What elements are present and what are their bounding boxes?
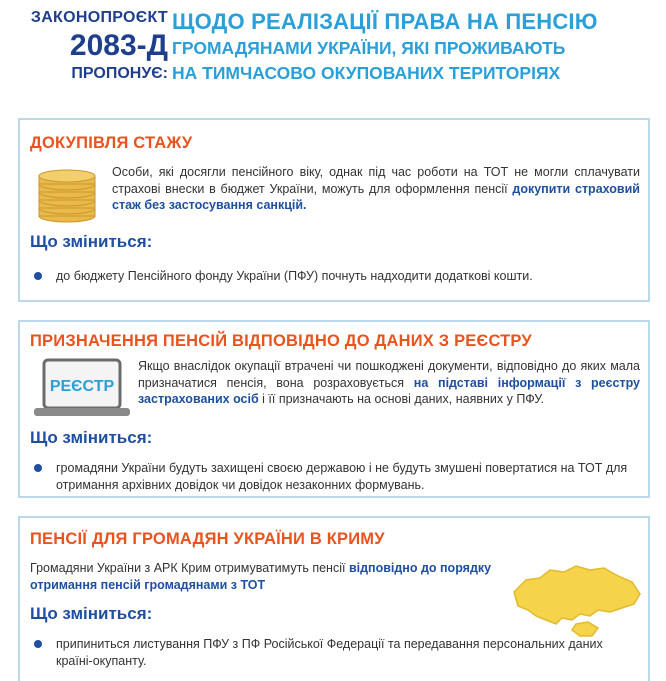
subject-line-2: ГРОМАДЯНАМИ УКРАЇНИ, ЯКІ ПРОЖИВАЮТЬ bbox=[172, 38, 566, 58]
change-text: громадяни України будуть захищені своєю державою і не будуть змушені повертатися на ТОТ для отримання архівних довідок чи довідок незаконних формувань. bbox=[56, 461, 628, 492]
section-title: ПЕНСІЇ ДЛЯ ГРОМАДЯН УКРАЇНИ В КРИМУ bbox=[30, 530, 385, 548]
bill-label bbox=[8, 8, 168, 84]
bill-number: 2083-Д bbox=[69, 29, 168, 62]
what-changes-heading: Що зміниться: bbox=[30, 428, 153, 447]
bullet-icon bbox=[34, 464, 42, 472]
section-service-purchase bbox=[18, 118, 650, 302]
header bbox=[0, 0, 666, 110]
change-item bbox=[30, 460, 640, 493]
description-emphasis: відповідно до порядку отримання пенсій громадянами з ТОТ bbox=[30, 561, 492, 592]
bullet-icon bbox=[34, 272, 42, 280]
what-changes-heading: Що зміниться: bbox=[30, 604, 153, 623]
registry-label: РЕЄСТР bbox=[49, 378, 115, 395]
section-description bbox=[112, 164, 640, 214]
section-title: ПРИЗНАЧЕННЯ ПЕНСІЙ ВІДПОВІДНО ДО ДАНИХ З РЕЄСТРУ bbox=[30, 332, 532, 350]
change-item bbox=[30, 268, 640, 285]
laptop-registry-icon bbox=[34, 358, 130, 420]
bullet-icon bbox=[34, 640, 42, 648]
change-text: припиниться листування ПФУ з ПФ Російської Федерації та передавання персональних даних країні-окупанту. bbox=[56, 637, 603, 668]
subject-line-1: ЩОДО РЕАЛІЗАЦІЇ ПРАВА НА ПЕНСІЮ bbox=[172, 9, 598, 34]
description-text: Якщо внаслідок окупації втрачені чи пошкоджені документи, відповідно до яких мала призначатися пенсія, вона розраховується bbox=[138, 359, 640, 390]
bill-proposes: ПРОПОНУЄ: bbox=[71, 65, 168, 82]
section-description bbox=[30, 560, 500, 593]
description-text: Особи, які досягли пенсійного віку, однак під час роботи на ТОТ не могли сплачувати страхові внески в бюджет України, можуть для оформлення пенсії bbox=[112, 165, 640, 196]
bill-subject bbox=[172, 8, 662, 86]
change-item bbox=[30, 636, 640, 669]
section-title: ДОКУПІВЛЯ СТАЖУ bbox=[30, 134, 193, 152]
description-emphasis: докупити страховий стаж без застосування санкцій. bbox=[112, 181, 640, 212]
description-emphasis: на підставі інформації з реєстру застрахованих осіб bbox=[138, 375, 640, 406]
bill-prefix: ЗАКОНОПРОЄКТ bbox=[30, 9, 168, 26]
subject-line-3: НА ТИМЧАСОВО ОКУПОВАНИХ ТЕРИТОРІЯХ bbox=[172, 63, 561, 83]
change-text: до бюджету Пенсійного фонду України (ПФУ) почнуть надходити додаткові кошти. bbox=[56, 269, 533, 283]
coins-icon bbox=[32, 164, 102, 224]
section-registry-pension bbox=[18, 320, 650, 498]
section-description bbox=[138, 358, 640, 408]
description-text: Громадяни України з АРК Крим отримуватимуть пенсії bbox=[30, 561, 349, 575]
ukraine-map-icon bbox=[506, 558, 646, 646]
section-crimea-pension bbox=[18, 516, 650, 681]
what-changes-heading: Що зміниться: bbox=[30, 232, 153, 251]
description-text-after: і її призначають на основі даних, наявних у ПФУ. bbox=[258, 392, 544, 406]
